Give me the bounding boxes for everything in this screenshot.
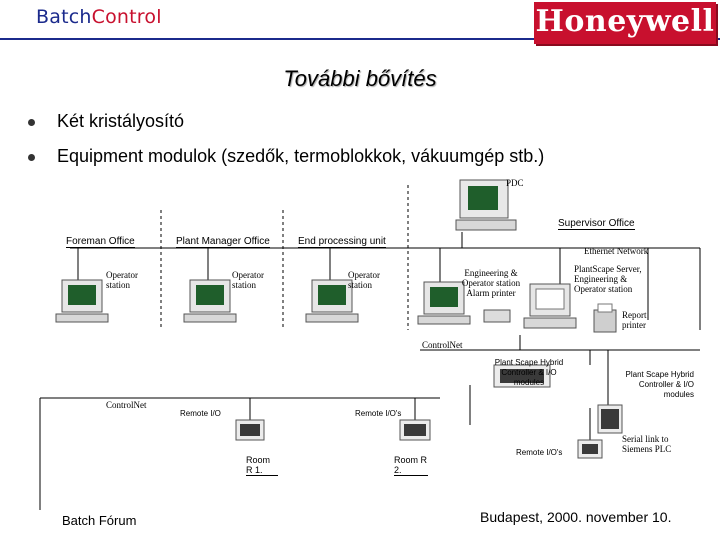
operator-station-label: Operator station	[232, 270, 264, 290]
alarm-printer-icon	[484, 310, 510, 322]
remote-io-rack-icon	[578, 440, 602, 458]
brand-title-batch: Batch	[36, 6, 92, 28]
room-r1-label: Room R 1.	[246, 455, 278, 476]
bullet-text: Equipment modulok (szedők, termoblokkok, vákuumgép stb.)	[57, 146, 545, 166]
operator-station-label: Operator station	[348, 270, 380, 290]
serial-link-label: Serial link to Siemens PLC	[622, 434, 672, 454]
hybrid-controller-label: Plant Scape Hybrid Controller & I/O modules	[494, 358, 564, 387]
remote-io-label: Remote I/O	[180, 409, 221, 418]
remote-io-rack-icon	[236, 420, 264, 440]
remote-ios-label: Remote I/O's	[355, 409, 402, 418]
footer-event: Batch Fórum	[62, 513, 137, 528]
slide-title: További bővítés	[283, 66, 437, 91]
report-printer-icon	[594, 304, 616, 332]
remote-io-rack-icon	[400, 420, 430, 440]
report-printer-label: Report printer	[622, 310, 647, 330]
controlnet-top-label: ControlNet	[422, 340, 463, 350]
end-processing-unit-label: End processing unit	[298, 236, 386, 247]
ethernet-network-label: Ethernet Network	[584, 246, 649, 256]
bullet-text: Két kristályosító	[57, 111, 185, 131]
foreman-office-label: Foreman Office	[66, 236, 135, 247]
controlnet-left-label: ControlNet	[106, 400, 147, 410]
hybrid-controller-rack-icon	[598, 405, 622, 433]
footer-date: Budapest, 2000. november 10.	[480, 509, 672, 525]
remote-ios-label: Remote I/O's	[516, 448, 563, 457]
supervisor-office-label: Supervisor Office	[558, 218, 635, 229]
workstation-icon	[184, 280, 236, 322]
plantscape-server-label: PlantScape Server, Engineering & Operator station	[574, 264, 642, 294]
honeywell-logo: Honeywell	[534, 2, 716, 44]
brand-title-control: Control	[91, 6, 162, 28]
plant-manager-office-label: Plant Manager Office	[176, 236, 270, 247]
workstation-icon	[56, 280, 108, 322]
operator-station-label: Operator station	[106, 270, 138, 290]
engineering-station-label: Engineering & Operator station Alarm printer	[461, 268, 521, 298]
hybrid-controller-label: Plant Scape Hybrid Controller & I/O modules	[625, 370, 694, 399]
server-workstation-icon	[524, 284, 576, 328]
pdc-label: PDC	[506, 178, 524, 188]
room-r2-label: Room R 2.	[394, 455, 428, 475]
